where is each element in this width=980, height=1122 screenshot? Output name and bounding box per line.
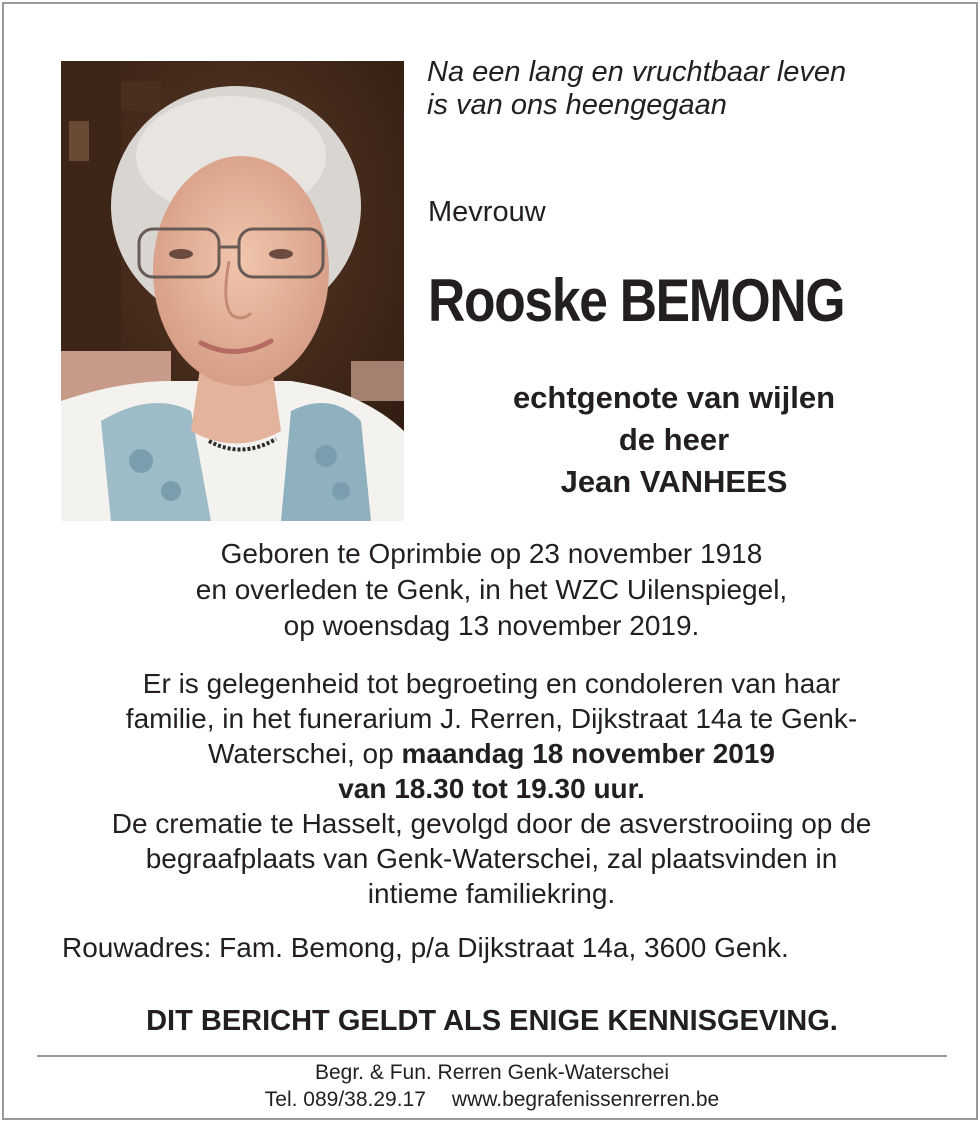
notice-statement: DIT BERICHT GELDT ALS ENIGE KENNISGEVING.	[146, 1005, 838, 1037]
mourning-address: Rouwadres: Fam. Bemong, p/a Dijkstraat 14a, 3600 Genk.	[62, 932, 789, 963]
cremation-line: intieme familiekring.	[367, 878, 616, 909]
visit-time	[24, 771, 959, 806]
visit-line	[24, 736, 959, 771]
death-date-line: op woensdag 13 november 2019.	[283, 610, 700, 641]
deceased-name: Rooske BEMONG	[428, 267, 845, 334]
phone-number: Tel. 089/38.29.17	[264, 1088, 426, 1111]
cremation-line: begraafplaats van Genk-Waterschei, zal plaatsvinden in	[145, 843, 838, 874]
birth-line: Geboren te Oprimbie op 23 november 1918	[220, 538, 763, 569]
birth-death-info	[24, 536, 959, 644]
portrait-illustration	[61, 61, 404, 521]
death-line: en overleden te Genk, in het WZC Uilenspiegel,	[195, 574, 788, 605]
spouse-name: Jean VANHEES	[560, 464, 788, 499]
spouse-line: echtgenote van wijlen	[512, 380, 836, 415]
visitation-info	[24, 666, 959, 911]
visit-line: familie, in het funerarium J. Rerren, Dijkstraat 14a te Genk-	[125, 703, 858, 734]
portrait-photo	[61, 61, 404, 521]
intro-line: Na een lang en vruchtbaar leven	[427, 56, 847, 88]
intro-line: is van ons heengegaan	[427, 89, 727, 121]
website-link[interactable]: www.begrafenissenrerren.be	[451, 1088, 720, 1111]
funeral-company: Begr. & Fun. Rerren Genk-Waterschei	[314, 1061, 670, 1084]
salutation: Mevrouw	[428, 196, 546, 228]
visit-line: Er is gelegenheid tot begroeting en condoleren van haar	[142, 668, 841, 699]
visit-date: maandag 18 november 2019	[401, 738, 775, 769]
intro-text	[427, 56, 846, 122]
footer	[4, 1059, 980, 1113]
divider	[37, 1055, 947, 1057]
spouse-line: de heer	[618, 422, 730, 457]
obituary-card	[2, 2, 978, 1120]
cremation-line: De crematie te Hasselt, gevolgd door de asverstrooiing op de	[111, 808, 872, 839]
contact-line	[4, 1086, 980, 1113]
spouse-info	[424, 377, 924, 503]
visit-prefix: Waterschei, op	[208, 738, 402, 769]
visit-time-text: van 18.30 tot 19.30 uur.	[338, 773, 645, 804]
